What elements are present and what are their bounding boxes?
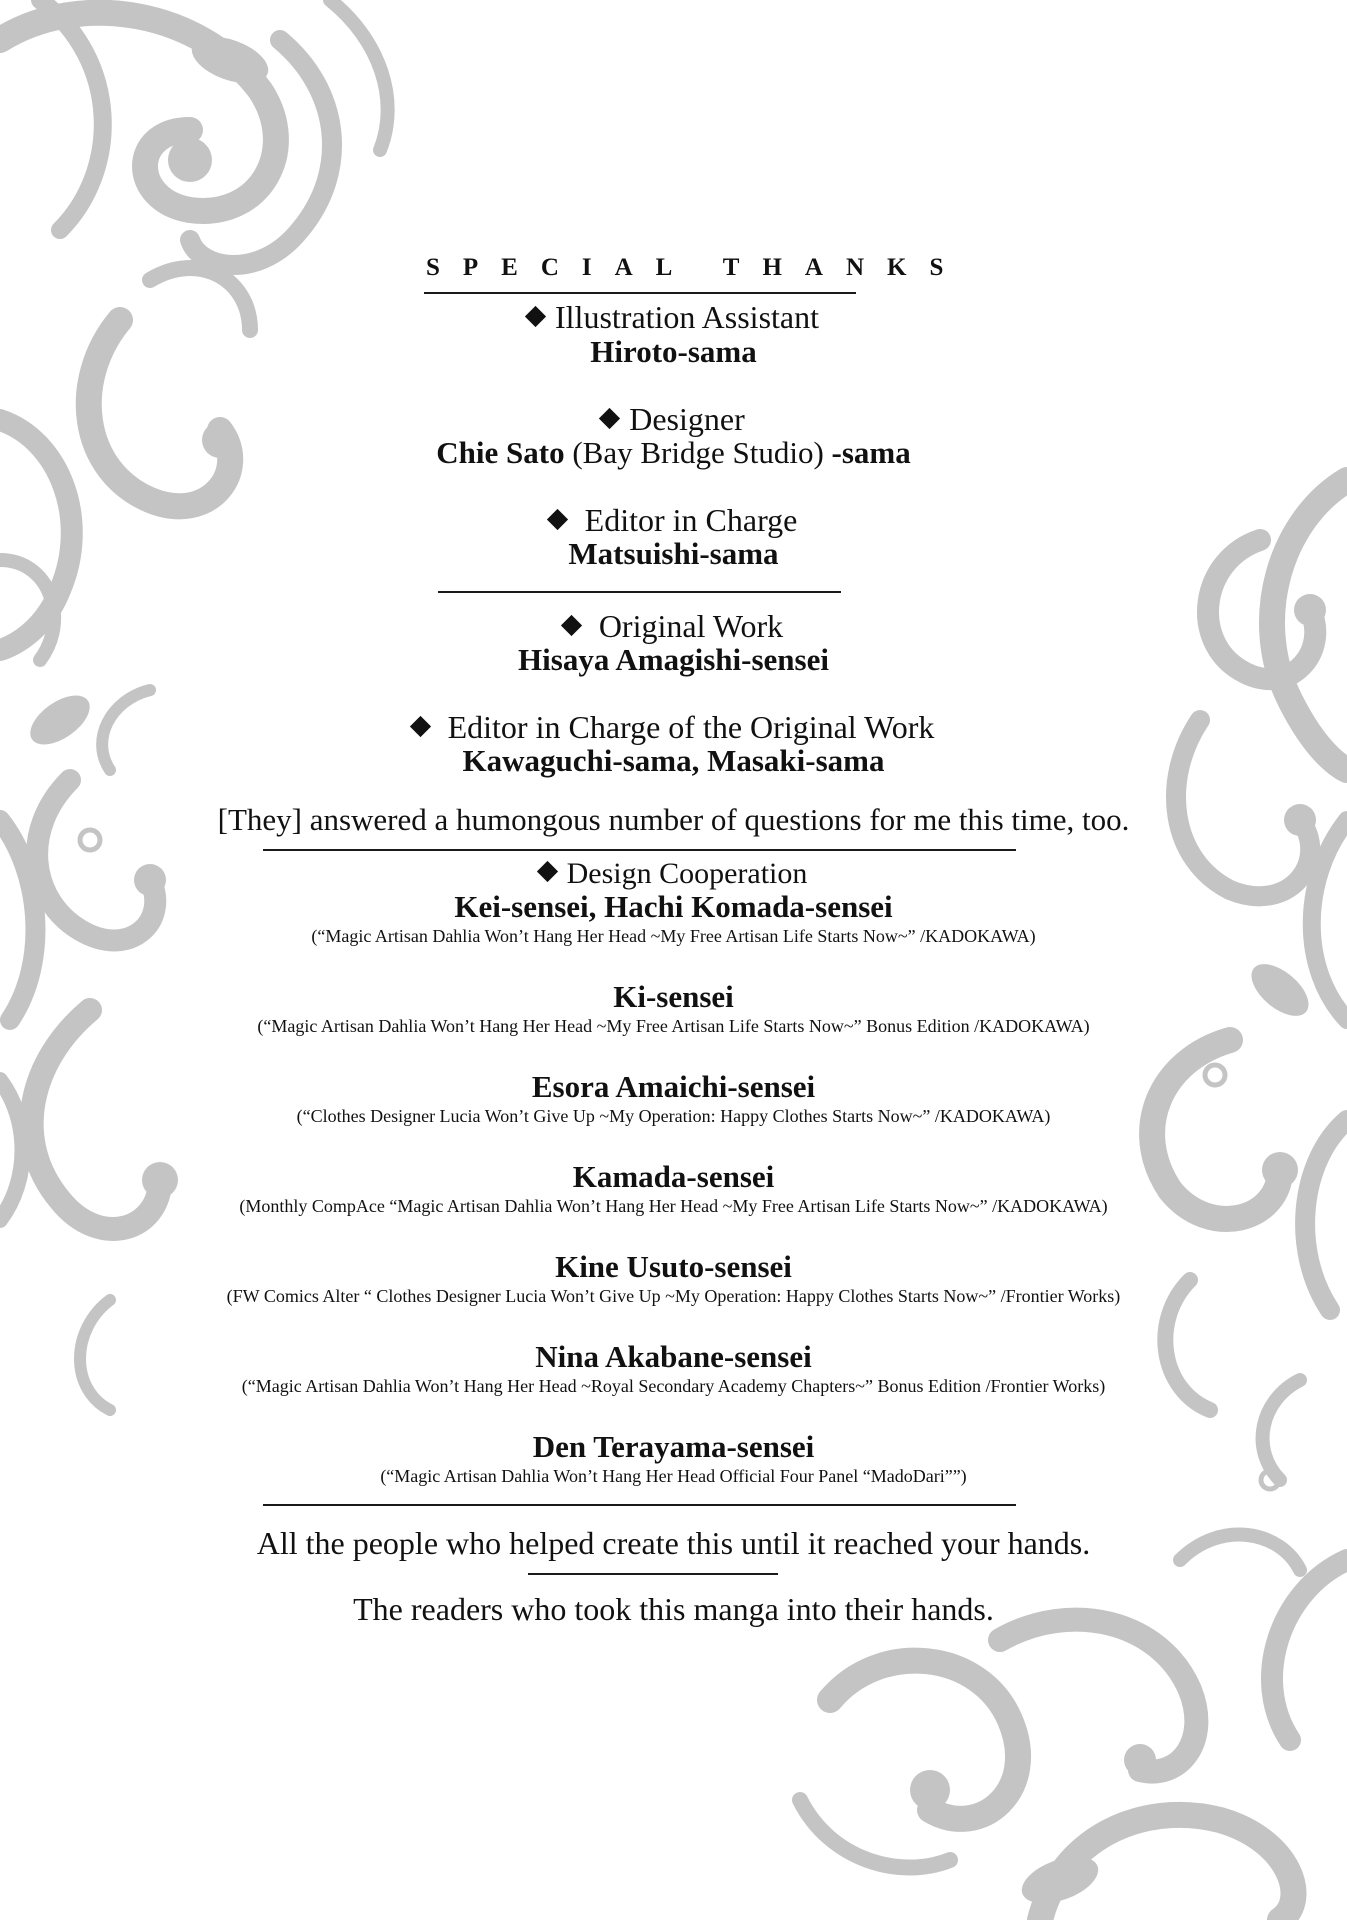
closing-divider [528, 1573, 778, 1575]
cooperation-source: (FW Comics Alter “ Clothes Designer Lucia Won’t Give Up ~My Operation: Happy Clothes Starts Now~” /Frontier Works) [226, 1286, 1121, 1306]
credit-name: Matsuishi-sama [568, 536, 779, 571]
heading-underline [424, 292, 856, 294]
cooperation-name: Den Terayama-sensei [532, 1429, 815, 1464]
special-thanks-heading: SPECIAL THANKS [426, 254, 967, 281]
thanks-note: [They] answered a humongous number of questions for me this time, too. [217, 802, 1130, 837]
credit-name: Kawaguchi-sama, Masaki-sama [462, 743, 885, 778]
cooperation-source: (“Clothes Designer Lucia Won’t Give Up ~My Operation: Happy Clothes Starts Now~” /KADOKAWA) [296, 1106, 1051, 1126]
cooperation-name: Ki-sensei [613, 979, 734, 1014]
cooperation-source: (“Magic Artisan Dahlia Won’t Hang Her Head Official Four Panel “MadoDari””) [380, 1466, 967, 1486]
closing-line-2: The readers who took this manga into their hands. [353, 1591, 994, 1627]
cooperation-source: (“Magic Artisan Dahlia Won’t Hang Her Head ~My Free Artisan Life Starts Now~” /KADOKAWA) [311, 926, 1036, 946]
section-divider [263, 1504, 1016, 1506]
credit-name: Hiroto-sama [590, 334, 757, 369]
credit-role: Illustration Assistant [0, 299, 1347, 335]
credit-role: Design Cooperation [0, 856, 1347, 892]
credit-name: Chie Sato (Bay Bridge Studio) -sama [436, 435, 911, 470]
diamond-bullet-icon [536, 861, 557, 882]
closing-line-1: All the people who helped create this until it reached your hands. [256, 1525, 1091, 1561]
diamond-bullet-icon [599, 408, 620, 429]
diamond-bullet-icon [547, 509, 568, 530]
credit-role: Editor in Charge [0, 502, 1347, 538]
diamond-bullet-icon [409, 716, 430, 737]
cooperation-source: (“Magic Artisan Dahlia Won’t Hang Her Head ~My Free Artisan Life Starts Now~” Bonus Edition /KADOKAWA) [257, 1016, 1090, 1036]
diamond-bullet-icon [561, 615, 582, 636]
cooperation-name: Kamada-sensei [572, 1159, 775, 1194]
credit-role: Editor in Charge of the Original Work [0, 709, 1347, 745]
diamond-bullet-icon [525, 306, 546, 327]
credit-role: Original Work [0, 608, 1347, 644]
cooperation-name: Kei-sensei, Hachi Komada-sensei [454, 889, 893, 924]
cooperation-source: (“Magic Artisan Dahlia Won’t Hang Her Head ~Royal Secondary Academy Chapters~” Bonus Edition /Frontier Works) [241, 1376, 1106, 1396]
cooperation-source: (Monthly CompAce “Magic Artisan Dahlia Won’t Hang Her Head ~My Free Artisan Life Starts Now~” /KADOKAWA) [239, 1196, 1108, 1216]
cooperation-name: Nina Akabane-sensei [535, 1339, 812, 1374]
section-divider [438, 591, 841, 593]
credit-role: Designer [0, 401, 1347, 437]
cooperation-name: Esora Amaichi-sensei [531, 1069, 816, 1104]
section-divider [263, 849, 1016, 851]
cooperation-name: Kine Usuto-sensei [555, 1249, 792, 1284]
credit-name: Hisaya Amagishi-sensei [518, 642, 829, 677]
